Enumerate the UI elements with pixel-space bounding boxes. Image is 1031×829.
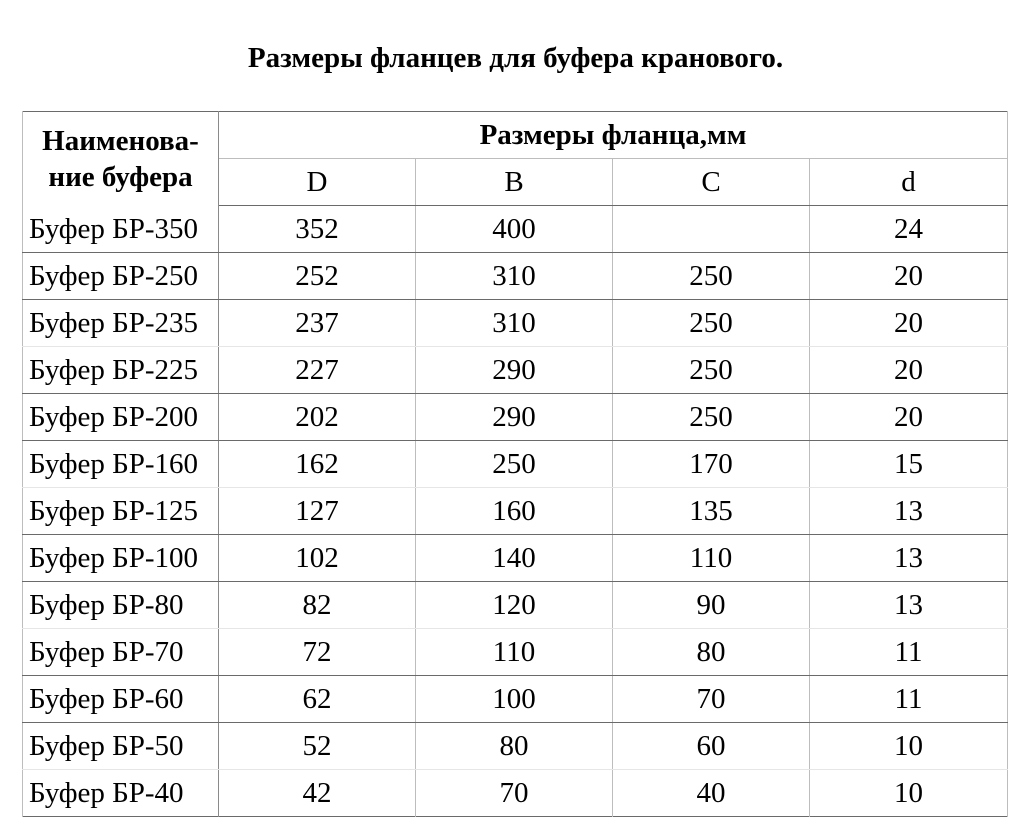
value-C-cell: 250 [613, 300, 810, 347]
buffer-name-cell: Буфер БР-200 [23, 394, 219, 441]
table-row [23, 347, 1008, 394]
value-B-cell: 310 [416, 300, 613, 347]
column-header-D: D [219, 159, 416, 206]
value-C-cell: 250 [613, 253, 810, 300]
buffer-name-cell: Буфер БР-50 [23, 723, 219, 770]
value-D-cell: 237 [219, 300, 416, 347]
table-row [23, 676, 1008, 723]
buffer-name-cell: Буфер БР-100 [23, 535, 219, 582]
value-C-cell: 250 [613, 347, 810, 394]
value-B-cell: 140 [416, 535, 613, 582]
flange-size-group-header: Размеры фланца,мм [219, 112, 1008, 159]
value-B-cell: 120 [416, 582, 613, 629]
value-D-cell: 72 [219, 629, 416, 676]
value-C-cell: 250 [613, 394, 810, 441]
value-B-cell: 160 [416, 488, 613, 535]
value-C-cell: 60 [613, 723, 810, 770]
table-row [23, 394, 1008, 441]
value-B-cell: 250 [416, 441, 613, 488]
column-header-d: d [810, 159, 1008, 206]
buffer-name-cell: Буфер БР-250 [23, 253, 219, 300]
value-d-cell: 15 [810, 441, 1008, 488]
buffer-name-cell: Буфер БР-125 [23, 488, 219, 535]
value-C-cell: 80 [613, 629, 810, 676]
value-B-cell: 110 [416, 629, 613, 676]
table-row [23, 441, 1008, 488]
column-header-B: B [416, 159, 613, 206]
value-d-cell: 20 [810, 394, 1008, 441]
value-D-cell: 42 [219, 770, 416, 817]
value-D-cell: 202 [219, 394, 416, 441]
value-d-cell: 11 [810, 676, 1008, 723]
flange-size-table [22, 111, 1008, 817]
buffer-name-cell: Буфер БР-60 [23, 676, 219, 723]
value-B-cell: 80 [416, 723, 613, 770]
value-C-cell: 70 [613, 676, 810, 723]
column-header-C: C [613, 159, 810, 206]
value-B-cell: 400 [416, 206, 613, 253]
value-D-cell: 102 [219, 535, 416, 582]
value-d-cell: 10 [810, 723, 1008, 770]
value-B-cell: 70 [416, 770, 613, 817]
value-B-cell: 310 [416, 253, 613, 300]
value-D-cell: 352 [219, 206, 416, 253]
value-D-cell: 227 [219, 347, 416, 394]
table-row [23, 535, 1008, 582]
value-D-cell: 52 [219, 723, 416, 770]
value-d-cell: 13 [810, 488, 1008, 535]
value-C-cell: 135 [613, 488, 810, 535]
buffer-name-cell: Буфер БР-225 [23, 347, 219, 394]
buffer-name-header [23, 112, 219, 206]
buffer-name-cell: Буфер БР-350 [23, 206, 219, 253]
value-d-cell: 13 [810, 582, 1008, 629]
table-body [23, 206, 1008, 817]
table-row [23, 723, 1008, 770]
buffer-name-header-line2: ние буфера [48, 160, 193, 193]
value-d-cell: 10 [810, 770, 1008, 817]
table-row [23, 488, 1008, 535]
buffer-name-cell: Буфер БР-70 [23, 629, 219, 676]
value-C-cell: 90 [613, 582, 810, 629]
value-D-cell: 62 [219, 676, 416, 723]
value-B-cell: 290 [416, 347, 613, 394]
table-row [23, 206, 1008, 253]
value-d-cell: 24 [810, 206, 1008, 253]
buffer-name-cell: Буфер БР-40 [23, 770, 219, 817]
value-d-cell: 20 [810, 347, 1008, 394]
buffer-name-cell: Буфер БР-160 [23, 441, 219, 488]
value-D-cell: 127 [219, 488, 416, 535]
value-d-cell: 20 [810, 253, 1008, 300]
value-D-cell: 162 [219, 441, 416, 488]
table-row [23, 629, 1008, 676]
buffer-name-cell: Буфер БР-80 [23, 582, 219, 629]
value-d-cell: 11 [810, 629, 1008, 676]
table-row [23, 253, 1008, 300]
value-C-cell: 170 [613, 441, 810, 488]
table-row [23, 582, 1008, 629]
table-row [23, 300, 1008, 347]
value-C-cell: 40 [613, 770, 810, 817]
value-d-cell: 13 [810, 535, 1008, 582]
buffer-name-cell: Буфер БР-235 [23, 300, 219, 347]
value-d-cell: 20 [810, 300, 1008, 347]
buffer-name-header-line1: Наименова- [42, 124, 199, 157]
value-B-cell: 290 [416, 394, 613, 441]
value-D-cell: 82 [219, 582, 416, 629]
table-row [23, 770, 1008, 817]
value-C-cell: 110 [613, 535, 810, 582]
page-title: Размеры фланцев для буфера кранового. [247, 42, 784, 74]
value-D-cell: 252 [219, 253, 416, 300]
value-C-cell [613, 206, 810, 253]
value-B-cell: 100 [416, 676, 613, 723]
